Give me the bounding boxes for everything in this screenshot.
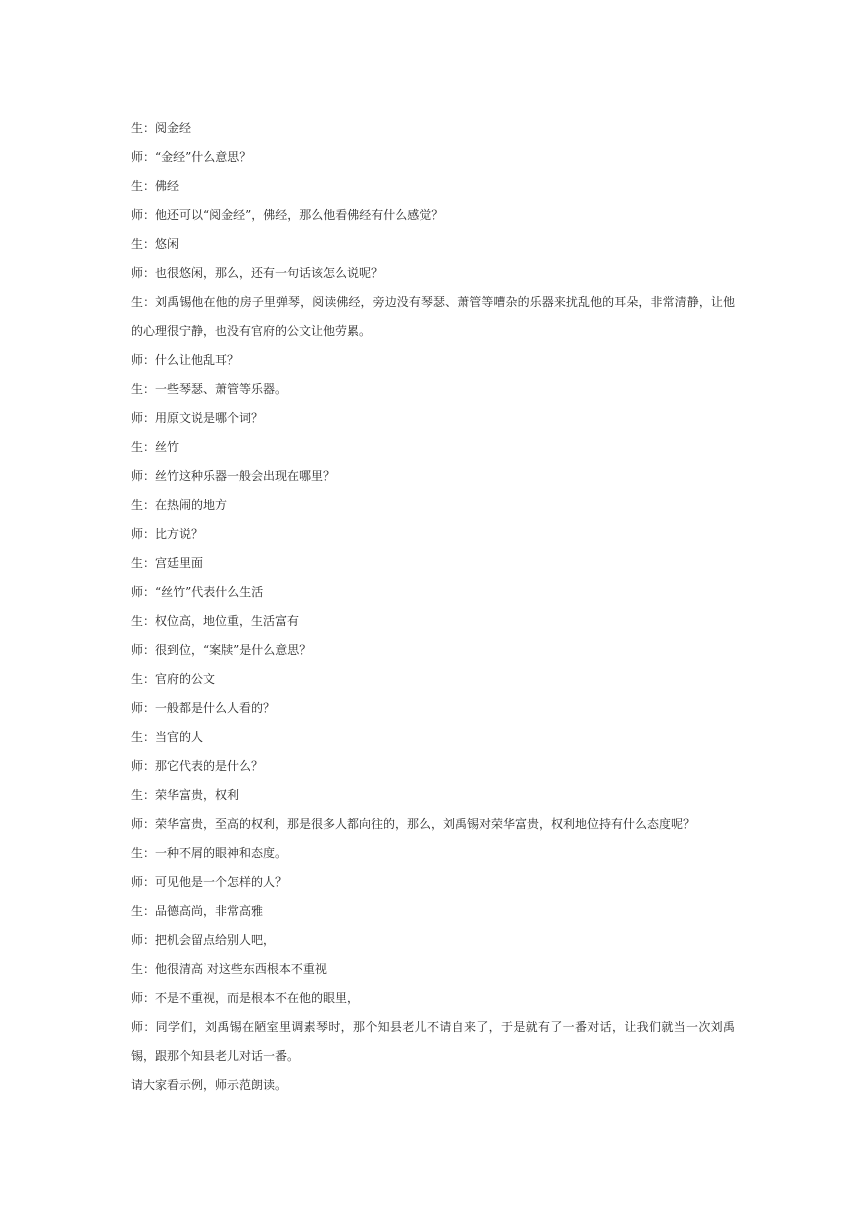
- dialogue-line: 师：荣华富贵，至高的权利，那是很多人都向往的，那么，刘禹锡对荣华富贵，权利地位持有什么态度呢？: [131, 817, 696, 831]
- dialogue-line: 生：当官的人: [131, 730, 204, 744]
- dialogue-line: 生：一种不屑的眼神和态度。: [131, 846, 288, 860]
- dialogue-line: 师：“金经”什么意思？: [131, 150, 252, 164]
- dialogue-line: 生：刘禹锡他在他的房子里弹琴，阅读佛经，旁边没有琴瑟、萧管等嘈杂的乐器来扰乱他的耳朵，非常清静，让他的心理很宁静，也没有官府的公文让他劳累。: [131, 295, 735, 338]
- dialogue-line: 生：悠闲: [131, 237, 180, 251]
- dialogue-line: 师：同学们，刘禹锡在陋室里调素琴时，那个知县老儿不请自来了，于是就有了一番对话，让我们就当一次刘禹锡，跟那个知县老儿对话一番。: [131, 1020, 735, 1063]
- closing-instruction: 请大家看示例，师示范朗读。: [131, 1078, 288, 1092]
- dialogue-transcript: [131, 114, 735, 1100]
- dialogue-line: 师：“丝竹”代表什么生活: [131, 585, 264, 599]
- dialogue-line: 师：把机会留点给别人吧，: [131, 933, 276, 947]
- dialogue-line: 生：在热闹的地方: [131, 498, 228, 512]
- dialogue-line: 师：比方说？: [131, 527, 204, 541]
- dialogue-line: 生：官府的公文: [131, 672, 216, 686]
- dialogue-line: 师：不是不重视，而是根本不在他的眼里，: [131, 991, 360, 1005]
- dialogue-line: 生：荣华富贵，权利: [131, 788, 240, 802]
- dialogue-line: 生：丝竹: [131, 440, 180, 454]
- dialogue-line: 师：什么让他乱耳？: [131, 353, 240, 367]
- dialogue-line: 生：阅金经: [131, 121, 192, 135]
- dialogue-line: 生：宫廷里面: [131, 556, 204, 570]
- dialogue-line: 生：佛经: [131, 179, 180, 193]
- dialogue-line: 生：一些琴瑟、萧管等乐器。: [131, 382, 288, 396]
- dialogue-line: 生：权位高，地位重，生活富有: [131, 614, 300, 628]
- dialogue-line: 师：很到位，“案牍”是什么意思？: [131, 643, 312, 657]
- dialogue-line: 师：也很悠闲，那么，还有一句话该怎么说呢？: [131, 266, 384, 280]
- dialogue-line: 师：一般都是什么人看的？: [131, 701, 276, 715]
- dialogue-line: 师：他还可以“阅金经”，佛经，那么他看佛经有什么感觉？: [131, 208, 444, 222]
- dialogue-line: 师：丝竹这种乐器一般会出现在哪里？: [131, 469, 336, 483]
- dialogue-line: 师：那它代表的是什么？: [131, 759, 264, 773]
- dialogue-line: 生：他很清高 对这些东西根本不重视: [131, 962, 327, 976]
- dialogue-line: 师：用原文说是哪个词？: [131, 411, 264, 425]
- dialogue-line: 师：可见他是一个怎样的人？: [131, 875, 288, 889]
- dialogue-line: 生：品德高尚，非常高雅: [131, 904, 264, 918]
